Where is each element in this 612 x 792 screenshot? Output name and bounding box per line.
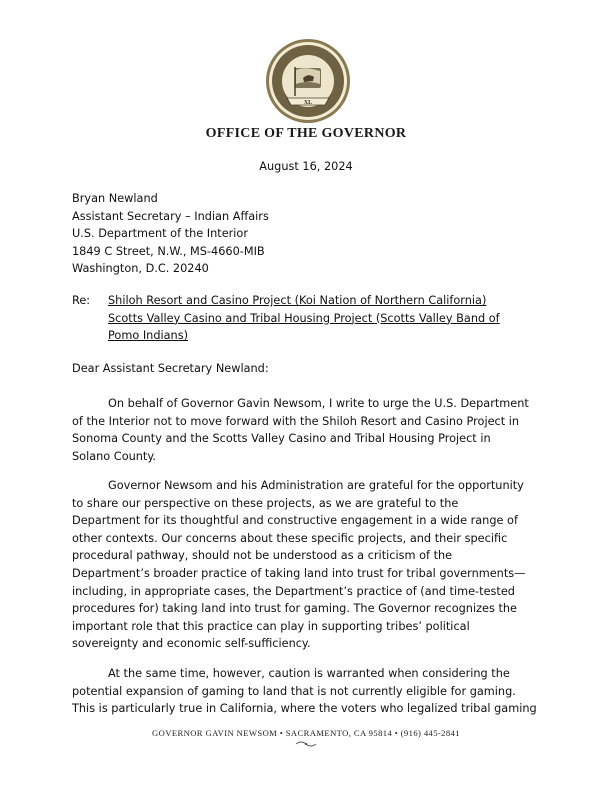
paragraph-2 <box>72 477 542 653</box>
footer-address: GOVERNOR GAVIN NEWSOM • SACRAMENTO, CA 95814 • (916) 445-2841 <box>152 728 460 738</box>
paragraph-line: important role that this practice can play in supporting tribes’ political <box>72 619 470 633</box>
re-subject-line: Pomo Indians) <box>108 329 189 343</box>
paragraph-line: This is particularly true in California, where the voters who legalized tribal gaming <box>72 702 537 716</box>
governor-seal-icon <box>265 38 351 124</box>
recipient-line: Bryan Newland <box>72 192 158 205</box>
seal-numeral: XL <box>303 100 313 106</box>
re-subject-line: Shiloh Resort and Casino Project (Koi Nation of Northern California) <box>108 294 487 307</box>
recipient-address <box>72 190 269 278</box>
paragraph-line: Solano County. <box>72 449 157 463</box>
re-subject <box>108 292 500 345</box>
paragraph-line: Department’s broader practice of taking land into trust for tribal governments— <box>72 566 526 580</box>
paragraph-line: to share our perspective on these projects, as we are grateful to the <box>72 496 459 510</box>
recipient-line: Washington, D.C. 20240 <box>72 262 209 276</box>
recipient-line: U.S. Department of the Interior <box>72 227 248 241</box>
paragraph-line: other contexts. Our concerns about these specific projects, and their specific <box>72 531 508 545</box>
paragraph-line: including, in appropriate cases, the Department’s practice of (and time-tested <box>72 584 515 598</box>
salutation: Dear Assistant Secretary Newland: <box>72 362 269 375</box>
re-label: Re: <box>72 294 91 307</box>
paragraph-line: At the same time, however, caution is warranted when considering the <box>108 667 510 680</box>
office-title: OFFICE OF THE GOVERNOR <box>205 126 407 141</box>
paragraph-line: procedures for) taking land into trust for gaming. The Governor recognizes the <box>72 602 517 616</box>
paragraph-1 <box>72 395 542 465</box>
paragraph-line: potential expansion of gaming to land that is not currently eligible for gaming. <box>72 684 516 698</box>
paragraph-line: Sonoma County and the Scotts Valley Casino and Tribal Housing Project in <box>72 432 491 446</box>
re-subject-line: Scotts Valley Casino and Tribal Housing Project (Scotts Valley Band of <box>108 311 500 325</box>
paragraph-line: sovereignty and economic self-sufficiency. <box>72 637 311 651</box>
paragraph-line: of the Interior not to move forward with the Shiloh Resort and Casino Project in <box>72 414 520 428</box>
footer-ornament-icon <box>295 740 317 748</box>
paragraph-3 <box>72 665 542 718</box>
recipient-line: Assistant Secretary – Indian Affairs <box>72 209 269 223</box>
letter-date: August 16, 2024 <box>259 160 353 173</box>
paragraph-line: procedural pathway, should not be understood as a criticism of the <box>72 549 453 563</box>
paragraph-line: On behalf of Governor Gavin Newsom, I write to urge the U.S. Department <box>108 397 529 410</box>
recipient-line: 1849 C Street, N.W., MS-4660-MIB <box>72 244 265 258</box>
paragraph-line: Governor Newsom and his Administration are grateful for the opportunity <box>108 479 524 492</box>
paragraph-line: Department for its thoughtful and constructive engagement in a wide range of <box>72 514 518 528</box>
